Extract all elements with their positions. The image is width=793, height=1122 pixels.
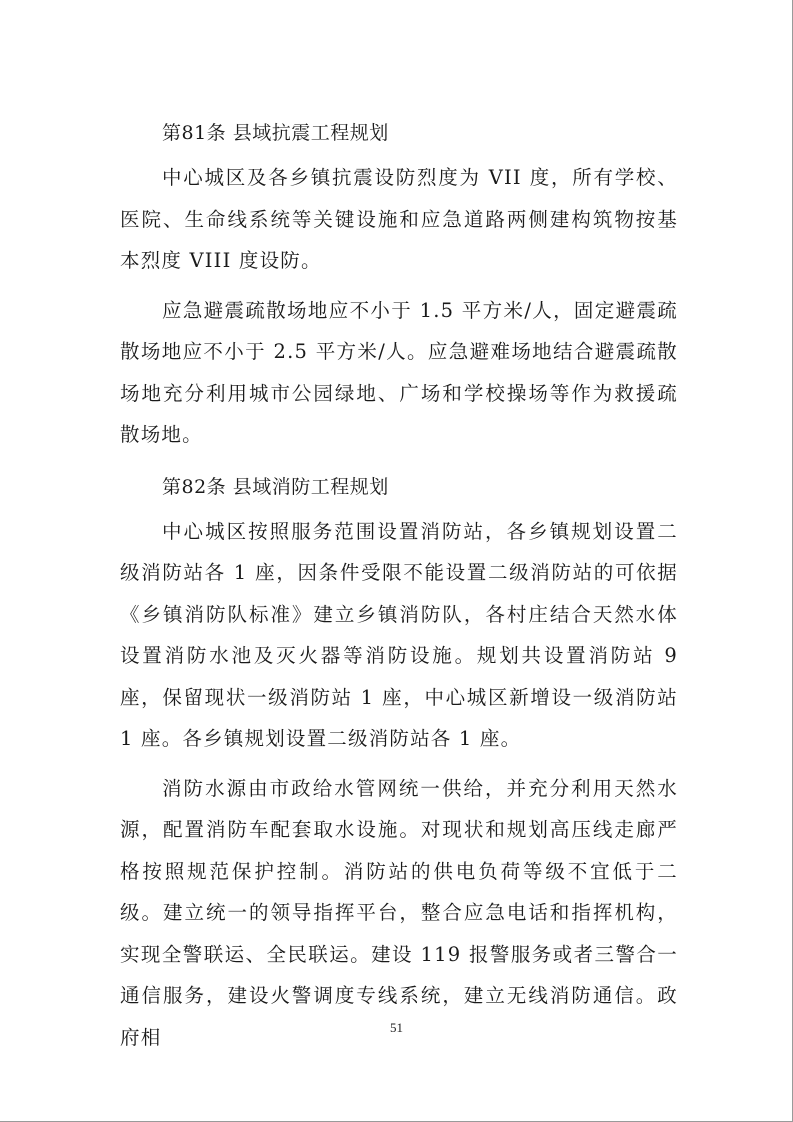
- page-number: 51: [390, 1020, 403, 1035]
- paragraph-seismic-intensity: 中心城区及各乡镇抗震设防烈度为 VII 度，所有学校、医院、生命线系统等关键设施和应急道路两侧建构筑物按基本烈度 VIII 度设防。: [120, 166, 678, 272]
- section-heading-82: 第82条 县域消防工程规划: [162, 475, 389, 498]
- paragraph-fire-water-supply: 消防水源由市政给水管网统一供给，并充分利用天然水源，配置消防车配套取水设施。对现状和规划高压线走廊严格按照规范保护控制。消防站的供电负荷等级不宜低于二级。建立统一的领导指挥平台，整合应急电话和指挥机构，实现全警联运、全民联运。建设 119 报警服务或者三警合一通信服务，建设火警调度专线系统，建立无线消防通信。政府相: [120, 776, 678, 1049]
- page-body: [120, 110, 678, 1058]
- paragraph-evacuation-sites: 应急避震疏散场地应不小于 1.5 平方米/人，固定避震疏散场地应不小于 2.5 平方米/人。应急避难场地结合避震疏散场地充分利用城市公园绿地、广场和学校操场等作为救援疏散场地。: [120, 298, 678, 446]
- section-heading-81: 第81条 县域抗震工程规划: [162, 122, 389, 144]
- paragraph-fire-stations: 中心城区按照服务范围设置消防站，各乡镇规划设置二级消防站各 1 座，因条件受限不能设置二级消防站的可依据《乡镇消防队标准》建立乡镇消防队，各村庄结合天然水体设置消防水池及灭火器等消防设施。规划共设置消防站 9 座，保留现状一级消防站 1 座，中心城区新增设一级消防站 1 座。各乡镇规划设置二级消防站各 1 座。: [120, 519, 678, 750]
